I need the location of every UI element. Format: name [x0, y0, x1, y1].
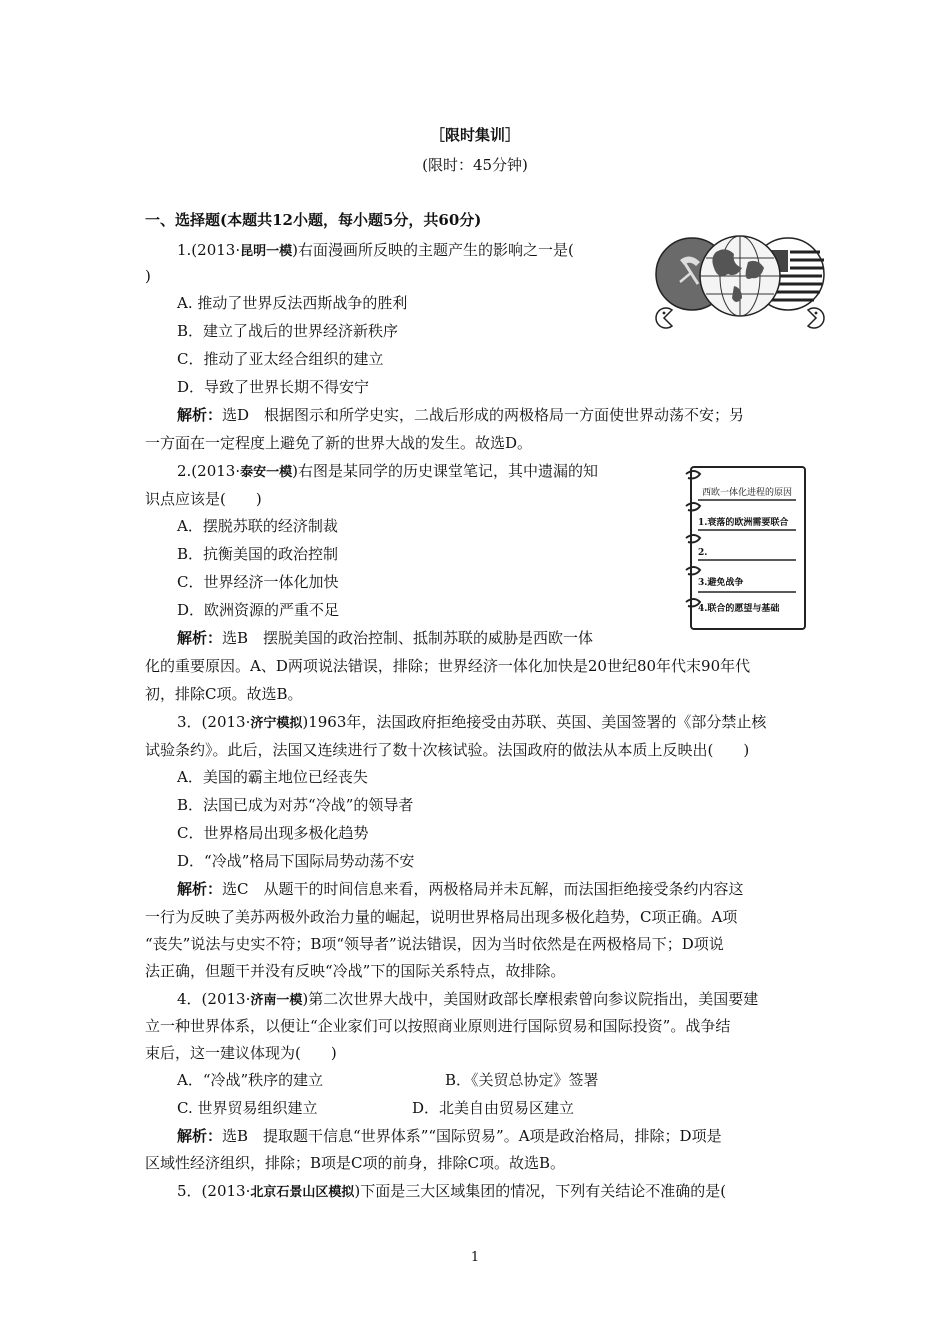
- question-2-analysis-end: 初，排除C项。故选B。: [145, 685, 303, 703]
- analysis-label: 解析：: [177, 1127, 223, 1145]
- question-1-stem: [177, 240, 574, 262]
- analysis-text: 选B 摆脱美国的政治控制、抵制苏联的威胁是西欧一体: [222, 629, 594, 647]
- question-1-stem-end: ): [145, 267, 151, 285]
- pacman-left-icon: [656, 308, 672, 328]
- question-2-option-d: D．欧洲资源的严重不足: [177, 601, 340, 619]
- question-4-stem-end: 束后，这一建议体现为( ): [145, 1044, 337, 1062]
- question-4-option-c: C. 世界贸易组织建立: [177, 1099, 318, 1117]
- cold-war-cartoon: [650, 232, 830, 334]
- question-3-analysis-cont-2: “丧失”说法与史实不符；B项“领导者”说法错误，因为当时依然是在两极格局下；D项说: [145, 935, 724, 953]
- question-4-stem-cont: 立一种世界体系，以便让“企业家们可以按照商业原则进行国际贸易和国际投资”。战争结: [145, 1017, 731, 1035]
- question-3-option-c: C．世界格局出现多极化趋势: [177, 824, 369, 842]
- question-3-analysis: [177, 879, 744, 899]
- question-1-analysis: [177, 405, 744, 425]
- question-4-analysis: [177, 1126, 722, 1146]
- question-4-number: 4．(2013·: [177, 990, 251, 1008]
- analysis-text: 选C 从题干的时间信息来看，两极格局并未瓦解，而法国拒绝接受条约内容这: [222, 880, 744, 898]
- notebook-item-4: 4.联合的愿望与基础: [698, 604, 780, 614]
- question-4-option-a: A．“冷战”秩序的建立: [177, 1071, 324, 1089]
- notebook-item-1: 1.衰落的欧洲需要联合: [698, 518, 789, 528]
- analysis-label: 解析：: [177, 880, 223, 898]
- notebook-figure: [682, 466, 806, 630]
- question-2-analysis: [177, 628, 593, 648]
- time-limit: (限时：45分钟): [422, 156, 528, 174]
- question-1-analysis-cont: 一方面在一定程度上避免了新的世界大战的发生。故选D。: [145, 434, 533, 452]
- question-2-stem-text: )右图是某同学的历史课堂笔记，其中遗漏的知: [292, 462, 598, 480]
- question-3-number: 3．(2013·: [177, 713, 251, 731]
- question-2-option-b: B．抗衡美国的政治控制: [177, 545, 339, 563]
- question-4-stem-text: )第二次世界大战中，美国财政部长摩根索曾向参议院指出，美国要建: [302, 990, 759, 1008]
- question-5-stem: [177, 1181, 726, 1203]
- notebook-item-3: 3.避免战争: [698, 578, 744, 588]
- question-3-stem-text: )1963年，法国政府拒绝接受由苏联、英国、美国签署的《部分禁止核: [302, 713, 767, 731]
- question-4-source: 济南一模: [250, 993, 303, 1008]
- question-1-option-b: B．建立了战后的世界经济新秩序: [177, 322, 399, 340]
- question-2-number: 2.(2013·: [177, 462, 241, 480]
- question-2-stem: [177, 461, 598, 483]
- question-5-stem-text: )下面是三大区域集团的情况，下列有关结论不准确的是(: [354, 1182, 727, 1200]
- question-4-stem: [177, 989, 758, 1011]
- question-2-stem-end: 识点应该是( ): [145, 490, 262, 508]
- question-2-option-c: C．世界经济一体化加快: [177, 573, 339, 591]
- section-heading: 一、选择题(本题共12小题，每小题5分，共60分): [145, 211, 482, 229]
- pacman-right-icon: [808, 308, 824, 328]
- question-1-option-d: D．导致了世界长期不得安宁: [177, 378, 370, 396]
- page-number: 1: [470, 1250, 480, 1265]
- question-3-stem: [177, 712, 766, 734]
- analysis-label: 解析：: [177, 629, 223, 647]
- page-title: ［限时集训］: [429, 126, 520, 144]
- question-5-number: 5．(2013·: [177, 1182, 251, 1200]
- question-1-source: 昆明一模: [240, 244, 293, 259]
- question-1-stem-text: )右面漫画所反映的主题产生的影响之一是(: [292, 241, 574, 259]
- analysis-text: 选B 提取题干信息“世界体系”“国际贸易”。A项是政治格局，排除；D项是: [222, 1127, 722, 1145]
- question-2-source: 泰安一模: [240, 465, 293, 480]
- question-1-option-c: C．推动了亚太经合组织的建立: [177, 350, 384, 368]
- question-2-analysis-cont: 化的重要原因。A、D两项说法错误，排除；世界经济一体化加快是20世纪80年代末90年代: [145, 657, 751, 675]
- analysis-text: 选D 根据图示和所学史实，二战后形成的两极格局一方面使世界动荡不安；另: [222, 406, 745, 424]
- analysis-label: 解析：: [177, 406, 223, 424]
- question-3-source: 济宁模拟: [250, 716, 303, 731]
- question-3-stem-end: 试验条约》。此后，法国又连续进行了数十次核试验。法国政府的做法从本质上反映出( ): [145, 741, 750, 759]
- notebook-title: 西欧一体化进程的原因: [702, 488, 793, 498]
- question-5-source: 北京石景山区模拟: [250, 1185, 355, 1200]
- notebook-item-2: 2.: [698, 548, 708, 558]
- question-4-option-d: D．北美自由贸易区建立: [412, 1099, 575, 1117]
- question-1-number: 1.(2013·: [177, 241, 241, 259]
- question-3-analysis-cont-1: 一行为反映了美苏两极外政治力量的崛起，说明世界格局出现多极化趋势，C项正确。A项: [145, 908, 738, 926]
- question-2-option-a: A．摆脱苏联的经济制裁: [177, 517, 338, 535]
- question-3-analysis-end: 法正确，但题干并没有反映“冷战”下的国际关系特点，故排除。: [145, 962, 566, 980]
- question-1-option-a: A. 推动了世界反法西斯战争的胜利: [177, 294, 408, 312]
- question-4-analysis-end: 区域性经济组织，排除；B项是C项的前身，排除C项。故选B。: [145, 1154, 566, 1172]
- question-3-option-b: B．法国已成为对苏“冷战”的领导者: [177, 796, 414, 814]
- question-3-option-a: A．美国的霸主地位已经丧失: [177, 768, 368, 786]
- question-4-option-b: B．《关贸总协定》签署: [445, 1071, 599, 1089]
- question-3-option-d: D．“冷战”格局下国际局势动荡不安: [177, 852, 415, 870]
